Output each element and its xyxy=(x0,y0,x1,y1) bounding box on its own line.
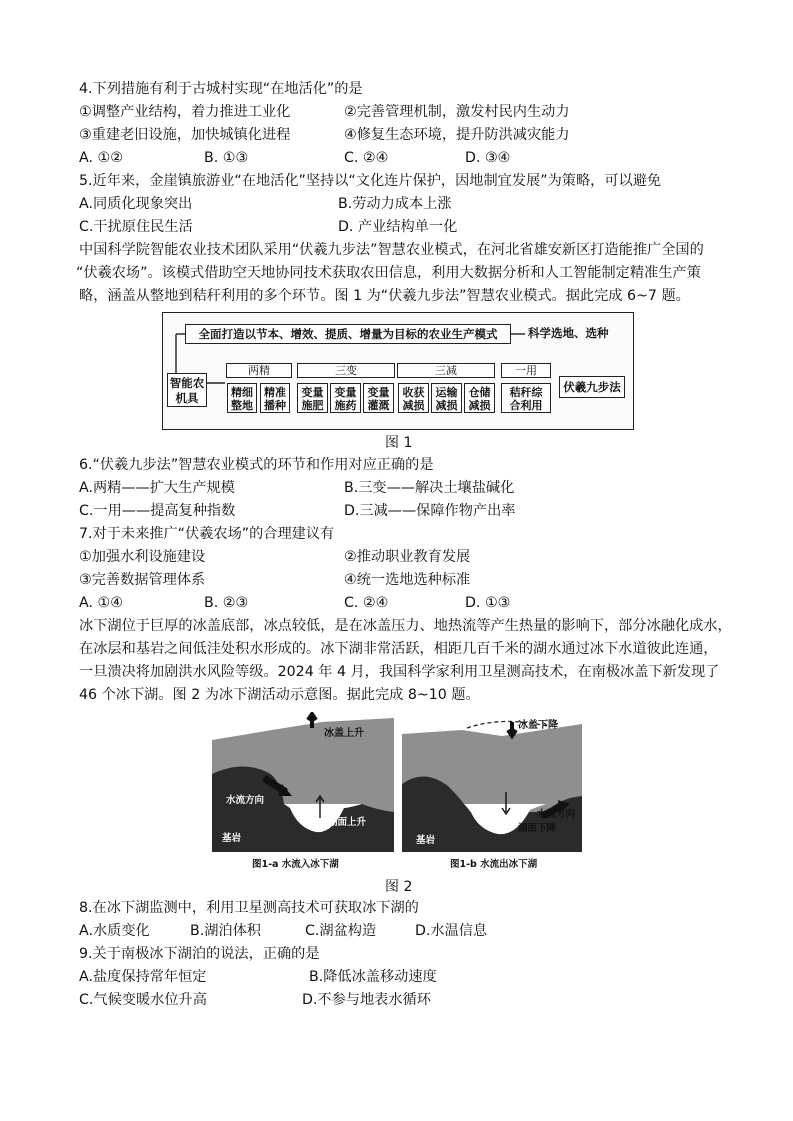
intro1-line-2: “伏羲农场”。该模式借助空天地协同技术获取农田信息，利用大数据分析和人工智能制定精准生产策 xyxy=(76,265,701,281)
group-yiyong: 一用 xyxy=(501,363,551,378)
step-precise-sowing: 精准播种 xyxy=(260,383,290,413)
panel-b-ice-drop-label: 冰盖下降 xyxy=(518,720,558,731)
q7-statement-4: ④统一选地选种标准 xyxy=(344,572,471,588)
panel-a-bedrock-label: 基岩 xyxy=(222,833,242,844)
step-variable-irrigation: 变量灌溉 xyxy=(363,383,394,413)
q7-statement-1: ①加强水利设施建设 xyxy=(79,549,206,565)
q4-statement-1: ①调整产业结构，着力推进工业化 xyxy=(79,104,291,120)
q8-option-d: D.水温信息 xyxy=(415,923,488,939)
intro2-line-2: 在冰层和基岩之间低洼处积水形成的。冰下湖非常活跃，相距几百千米的湖水通过冰下水道彼此连通， xyxy=(79,641,718,657)
intro1-line-3: 略，涵盖从整地到秸秆利用的多个环节。图 1 为“伏羲九步法”智慧农业模式。据此完成 6~7 题。 xyxy=(79,288,690,304)
step-variable-fertilizing: 变量施肥 xyxy=(297,383,328,413)
fuxi-method-box: 伏羲九步法 xyxy=(559,376,625,398)
step-variable-pesticide: 变量施药 xyxy=(330,383,361,413)
step-fine-tillage: 精细整地 xyxy=(227,383,257,413)
panel-b-lake-drop-label: 湖面下降 xyxy=(518,823,557,834)
q9-stem: 9.关于南极冰下湖泊的说法，正确的是 xyxy=(79,946,320,962)
figure-1-caption: 图 1 xyxy=(385,435,413,451)
intro2-line-1: 冰下湖位于巨厚的冰盖底部，冰点较低，是在冰盖压力、地热流等产生热量的影响下，部分冰融化成水， xyxy=(79,618,732,634)
step-straw-use: 秸秆综合利用 xyxy=(501,383,551,413)
science-select-label: 科学选地、选种 xyxy=(528,326,609,340)
q4-statement-4: ④修复生态环境，提升防洪减灾能力 xyxy=(344,127,570,143)
intro2-line-4: 46 个冰下湖。图 2 为冰下湖活动示意图。据此完成 8~10 题。 xyxy=(79,687,480,703)
q7-stem: 7.对于未来推广“伏羲农场”的合理建议有 xyxy=(79,526,335,542)
q8-option-b: B.湖泊体积 xyxy=(190,923,261,939)
group-sanjian: 三减 xyxy=(397,363,495,378)
q5-option-b: B.劳动力成本上涨 xyxy=(338,196,452,212)
q9-option-b: B.降低冰盖移动速度 xyxy=(309,969,437,985)
figure-2-artwork xyxy=(212,712,582,873)
q7-option-a: A. ①④ xyxy=(79,595,123,611)
q7-statement-2: ②推动职业教育发展 xyxy=(344,549,471,565)
q4-stem: 4.下列措施有利于古城村实现“在地活化”的是 xyxy=(79,81,363,97)
panel-b-bedrock-label: 基岩 xyxy=(416,835,436,846)
step-storage-loss: 仓储减损 xyxy=(464,383,495,413)
panel-a-caption: 图1-a 水流入冰下湖 xyxy=(252,859,339,870)
q4-statement-3: ③重建老旧设施，加快城镇化进程 xyxy=(79,127,291,143)
q5-stem: 5.近年来，金崖镇旅游业“在地活化”坚持以“文化连片保护，因地制宜发展”为策略，可以避免 xyxy=(79,173,662,189)
figure-2-diagram xyxy=(212,712,582,873)
intro2-line-3: 一旦溃决将加剧洪水风险等级。2024 年 4 月，我国科学家利用卫星测高技术，在南极冰盖下新发现了 xyxy=(79,664,720,680)
intro1-line-1: 中国科学院智能农业技术团队采用“伏羲九步法”智慧农业模式，在河北省雄安新区打造能推广全国的 xyxy=(79,242,704,258)
q7-statement-3: ③完善数据管理体系 xyxy=(79,572,206,588)
q7-option-b: B. ②③ xyxy=(204,595,249,611)
q8-stem: 8.在冰下湖监测中，利用卫星测高技术可获取冰下湖的 xyxy=(79,900,419,916)
q6-option-b: B.三变——解决土壤盐碱化 xyxy=(344,480,515,496)
q4-option-c: C. ②④ xyxy=(344,150,389,166)
q9-option-c: C.气候变暖水位升高 xyxy=(79,992,207,1008)
panel-b xyxy=(402,712,582,873)
q6-option-d: D.三减——保障作物产出率 xyxy=(344,503,516,519)
panel-a-ice-rise-label: 冰盖上升 xyxy=(324,728,364,739)
smart-machinery-box: 智能农机具 xyxy=(167,373,207,407)
goal-box: 全面打造以节本、增效、提质、增量为目标的农业生产模式 xyxy=(185,324,511,344)
q4-option-d: D. ③④ xyxy=(465,150,511,166)
panel-b-flow-label: 水流方向 xyxy=(537,809,576,820)
q4-option-a: A. ①② xyxy=(79,150,123,166)
q8-option-c: C.湖盆构造 xyxy=(305,923,377,939)
q8-option-a: A.水质变化 xyxy=(79,923,150,939)
q9-option-a: A.盐度保持常年恒定 xyxy=(79,969,207,985)
q7-option-c: C. ②④ xyxy=(344,595,389,611)
q5-option-c: C.干扰原住民生活 xyxy=(79,219,193,235)
q5-option-d: D. 产业结构单一化 xyxy=(338,219,458,235)
q6-option-c: C.一用——提高复种指数 xyxy=(79,503,236,519)
group-liangjing: 两精 xyxy=(226,363,292,378)
step-harvest-loss: 收获减损 xyxy=(398,383,429,413)
figure-2-caption: 图 2 xyxy=(385,879,413,895)
q6-stem: 6.“伏羲九步法”智慧农业模式的环节和作用对应正确的是 xyxy=(79,457,434,473)
q6-option-a: A.两精——扩大生产规模 xyxy=(79,480,235,496)
figure-1-diagram xyxy=(162,312,634,430)
q5-option-a: A.同质化现象突出 xyxy=(79,196,193,212)
group-sanbian: 三变 xyxy=(297,363,395,378)
panel-b-caption: 图1-b 水流出冰下湖 xyxy=(450,859,538,870)
panel-a-flow-label: 水流方向 xyxy=(226,795,265,806)
panel-a-lake-rise-label: 湖面上升 xyxy=(328,817,367,828)
q4-statement-2: ②完善管理机制，激发村民内生动力 xyxy=(344,104,570,120)
step-transport-loss: 运输减损 xyxy=(431,383,462,413)
q7-option-d: D. ①③ xyxy=(465,595,511,611)
q9-option-d: D.不参与地表水循环 xyxy=(302,992,431,1008)
q4-option-b: B. ①③ xyxy=(204,150,249,166)
